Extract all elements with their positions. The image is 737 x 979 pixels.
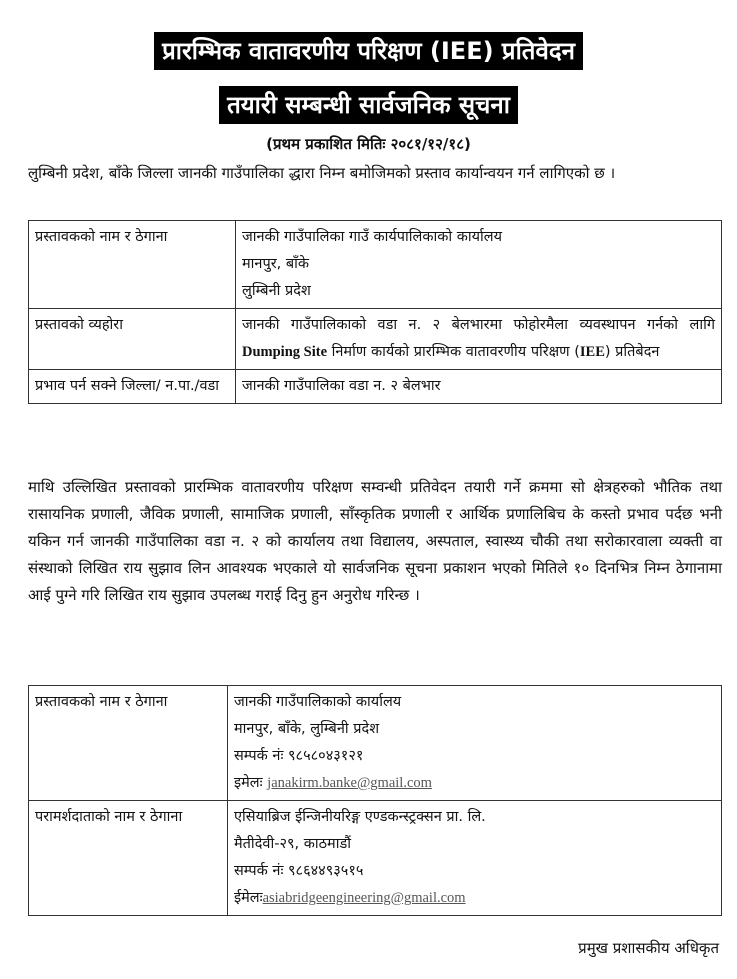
subject-dumping-site: Dumping Site — [242, 344, 328, 360]
intro-paragraph: लुम्बिनी प्रदेश, बाँके जिल्ला जानकी गाउँपालिका द्धारा निम्न बमोजिमको प्रस्ताव कार्यान्वयन गर्न लागिएको छ । — [28, 164, 616, 182]
title-line-2 — [0, 86, 737, 124]
consultant-line: सम्पर्क नंः ९८६४४९३५१५ — [234, 863, 364, 879]
published-date: (प्रथम प्रकाशित मितिः २०८१/१२/१८) — [266, 135, 471, 153]
consultant-line: मैतीदेवी-२९, काठमाडौं — [234, 836, 351, 852]
proposer-line: लुम्बिनी प्रदेश — [242, 283, 311, 299]
consultant-email-label: ईमेलः — [234, 890, 263, 906]
proposer-email-link[interactable]: janakirm.banke@gmail.com — [267, 775, 432, 791]
subject-value — [236, 309, 722, 370]
consultant-email-row — [234, 885, 715, 912]
signature: प्रमुख प्रशासकीय अधिकृत — [578, 939, 719, 957]
subject-iee: IEE — [579, 344, 605, 360]
area-value: जानकी गाउँपालिका वडा न. २ बेलभार — [236, 370, 722, 404]
proposer-contact-value — [228, 686, 722, 801]
subject-label: प्रस्तावको व्यहोरा — [29, 309, 236, 370]
subject-text-post: ) प्रतिबेदन — [604, 344, 660, 360]
consultant-line: एसियाब्रिज ईन्जिनीयरिङ्ग एण्डकन्स्ट्रक्सन प्रा. लि. — [234, 809, 486, 825]
table-row — [29, 686, 722, 801]
consultant-value — [228, 801, 722, 916]
consultant-email-link[interactable]: asiabridgeengineering@gmail.com — [262, 890, 466, 906]
table-row — [29, 309, 722, 370]
proposer-label: प्रस्तावकको नाम र ठेगाना — [29, 221, 236, 309]
area-label: प्रभाव पर्न सक्ने जिल्ला/ न.पा./वडा — [29, 370, 236, 404]
contact-table — [28, 685, 722, 916]
table-row — [29, 370, 722, 404]
proposal-table — [28, 220, 722, 404]
consultant-label: परामर्शदाताको नाम र ठेगाना — [29, 801, 228, 916]
subject-text-pre: जानकी गाउँपालिकाको वडा न. २ बेलभारमा फोहोरमैला व्यवस्थापन गर्नको लागि — [242, 317, 715, 333]
proposer-contact-line: जानकी गाउँपालिकाको कार्यालय — [234, 694, 402, 710]
proposer-contact-label: प्रस्तावकको नाम र ठेगाना — [29, 686, 228, 801]
subject-text-mid: निर्माण कार्यको प्रारम्भिक वातावरणीय परिक्षण ( — [331, 344, 580, 360]
proposer-line: मानपुर, बाँके — [242, 256, 310, 272]
table-row — [29, 221, 722, 309]
table-row — [29, 801, 722, 916]
body-paragraph: माथि उल्लिखित प्रस्तावको प्रारम्भिक वातावरणीय परिक्षण सम्वन्धी प्रतिवेदन तयारी गर्ने क्रममा सो क्षेत्रहरुको भौतिक तथा रासायनिक प्रणाली, जैविक प्रणाली, सामाजिक प्रणाली, साँस्कृतिक प्रणाली र आर्थिक प्रणालिबिच के कस्तो प्रभाव पर्दछ भनी यकिन गर्न जानकी गाउँपालिका वडा न. २ को कार्यालय तथा विद्यालय, अस्पताल, स्वास्थ्य चौकी तथा सरोकारवाला व्यक्ती वा संस्थाको लिखित राय सुझाव लिन आवश्यक भएकाले यो सार्वजनिक सूचना प्रकाशन भएको मितिले १० दिनभित्र निम्न ठेगानामा आई पुग्ने गरि लिखित राय सुझाव उपलब्ध गराई दिनु हुन अनुरोध गरिन्छ । — [28, 478, 722, 604]
proposer-email-label: इमेलः — [234, 775, 263, 791]
proposer-contact-line: सम्पर्क नंः ९८५८०४३१२१ — [234, 748, 364, 764]
proposer-contact-line: मानपुर, बाँके, लुम्बिनी प्रदेश — [234, 721, 380, 737]
title-text-1: प्रारम्भिक वातावरणीय परिक्षण (IEE) प्रतिवेदन — [154, 32, 583, 70]
proposer-email-row — [234, 770, 715, 797]
proposer-line: जानकी गाउँपालिका गाउँ कार्यपालिकाको कार्यालय — [242, 229, 503, 245]
title-line-1 — [0, 32, 737, 70]
title-text-2: तयारी सम्बन्धी सार्वजनिक सूचना — [219, 86, 518, 124]
proposer-value — [236, 221, 722, 309]
